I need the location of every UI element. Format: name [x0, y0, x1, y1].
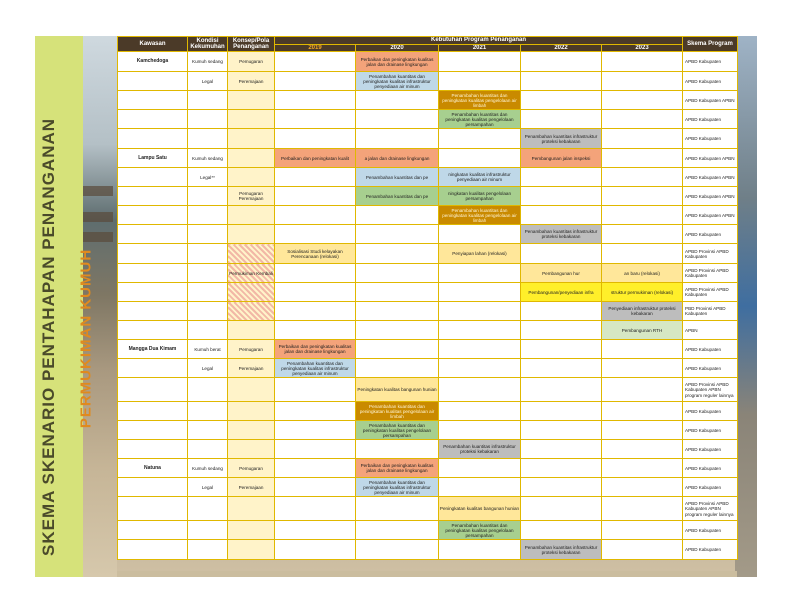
cell-kondisi: [188, 402, 228, 421]
cell-year-2023: [602, 149, 683, 168]
cell-year-2021: [439, 264, 521, 283]
cell-year-2023: Pembangunan RTH: [602, 321, 683, 340]
cell-year-2021: Penyiapan lahan (relokasi): [439, 244, 521, 264]
page-title: SKEMA SKENARIO PENTAHAPAN PENANGANAN: [39, 117, 58, 556]
cell-konsep: [228, 244, 275, 264]
cell-year-2022: [521, 497, 602, 521]
cell-kondisi: [188, 521, 228, 540]
cell-year-2020: Penambahan kuantitas dan peningkatan kualitas pengelolaan persampahan: [356, 421, 439, 440]
header-year-2019: 2019: [275, 45, 356, 52]
cell-skema: APBD Kabupaten: [683, 340, 738, 359]
cell-year-2022: Penambahan kuantitas infrastruktur proteksi kebakaran: [521, 225, 602, 244]
table-row: [118, 244, 738, 264]
slide: [35, 36, 757, 577]
cell-year-2023: [602, 340, 683, 359]
cell-year-2020: Perbaikan dan peningkatan kualitas jalan dan drainase lingkungan: [356, 459, 439, 478]
cell-year-2019: [275, 187, 356, 206]
cell-year-2020: [356, 283, 439, 302]
cell-year-2020: [356, 340, 439, 359]
cell-year-2023: an baru (relokasi): [602, 264, 683, 283]
cell-konsep: [228, 110, 275, 129]
cell-kawasan: [118, 264, 188, 283]
cell-year-2023: [602, 244, 683, 264]
cell-year-2021: [439, 129, 521, 149]
cell-skema: APBD Kabupaten: [683, 459, 738, 478]
cell-kawasan: [118, 187, 188, 206]
cell-skema: APBD Provinsi APBD Kabupaten: [683, 244, 738, 264]
cell-kawasan: [118, 72, 188, 91]
cell-year-2023: [602, 206, 683, 225]
cell-year-2020: Penambahan kuantitas dan peningkatan kualitas infrastruktur penyediaan air minum: [356, 72, 439, 91]
cell-year-2021: [439, 459, 521, 478]
header-year-2023: 2023: [602, 45, 683, 52]
cell-konsep: [228, 91, 275, 110]
table-row: [118, 149, 738, 168]
table-row: [118, 459, 738, 478]
cell-year-2023: [602, 225, 683, 244]
table-row: [118, 187, 738, 206]
cell-year-2019: [275, 378, 356, 402]
cell-year-2020: Penambahan kuantitas dan peningkatan kualitas pengelolaan air limbah: [356, 402, 439, 421]
cell-year-2022: [521, 521, 602, 540]
cell-konsep: [228, 206, 275, 225]
cell-year-2020: [356, 302, 439, 321]
cell-year-2020: [356, 540, 439, 560]
cell-year-2020: [356, 521, 439, 540]
cell-konsep: [228, 168, 275, 187]
cell-kawasan: [118, 206, 188, 225]
cell-skema: APBD Provinsi APBD Kabupaten APBN program reguler lainnya: [683, 378, 738, 402]
cell-kondisi: Kumuh berat: [188, 340, 228, 359]
cell-year-2019: [275, 91, 356, 110]
cell-year-2019: [275, 225, 356, 244]
cell-year-2022: [521, 244, 602, 264]
cell-year-2019: [275, 302, 356, 321]
cell-kondisi: Legal**: [188, 168, 228, 187]
cell-year-2019: [275, 402, 356, 421]
cell-year-2023: [602, 402, 683, 421]
cell-kondisi: Kumuh sedang: [188, 149, 228, 168]
cell-year-2020: Perbaikan dan peningkatan kualitas jalan dan drainase lingkungan: [356, 52, 439, 72]
cell-konsep: [228, 378, 275, 402]
cell-konsep: Pemugaran Peremajaan: [228, 187, 275, 206]
cell-year-2021: [439, 378, 521, 402]
cell-year-2019: [275, 440, 356, 459]
cell-kawasan: [118, 421, 188, 440]
cell-skema: APBD Kabupaten APBN: [683, 187, 738, 206]
table-row: [118, 283, 738, 302]
cell-konsep: Pemugaran: [228, 459, 275, 478]
cell-year-2023: [602, 187, 683, 206]
cell-year-2021: [439, 321, 521, 340]
cell-kondisi: [188, 378, 228, 402]
cell-year-2021: Penambahan kuantitas dan peningkatan kualitas pengelolaan air limbah: [439, 206, 521, 225]
cell-year-2022: Pembangunan jalan inspeksi: [521, 149, 602, 168]
cell-kawasan: [118, 440, 188, 459]
cell-skema: APBD Kabupaten: [683, 52, 738, 72]
table-row: [118, 321, 738, 340]
table-row: [118, 359, 738, 378]
cell-kondisi: [188, 110, 228, 129]
table-row: [118, 402, 738, 421]
cell-kondisi: [188, 440, 228, 459]
cell-year-2020: Peningkatan kualitas bangunan hunian: [356, 378, 439, 402]
cell-konsep: [228, 302, 275, 321]
background-photo-bottom: [117, 571, 737, 577]
cell-konsep: Permukiman Kembali: [228, 264, 275, 283]
cell-kawasan: [118, 497, 188, 521]
table-row: [118, 168, 738, 187]
cell-skema: APBD Kabupaten APBN: [683, 149, 738, 168]
table-row: [118, 225, 738, 244]
cell-skema: APBD Kabupaten: [683, 540, 738, 560]
cell-kawasan: [118, 478, 188, 497]
cell-year-2020: [356, 225, 439, 244]
cell-kawasan: [118, 168, 188, 187]
table-row: [118, 72, 738, 91]
cell-skema: APBD Kabupaten: [683, 402, 738, 421]
cell-year-2019: [275, 206, 356, 225]
cell-konsep: [228, 225, 275, 244]
cell-konsep: Peremajaan: [228, 359, 275, 378]
cell-skema: APBD Kabupaten: [683, 129, 738, 149]
subtitle-block: [35, 36, 95, 577]
cell-year-2020: [356, 321, 439, 340]
cell-year-2020: Penambahan kuantitas dan pe: [356, 168, 439, 187]
table-row: [118, 497, 738, 521]
cell-skema: APBD Kabupaten: [683, 478, 738, 497]
cell-year-2021: [439, 225, 521, 244]
cell-kawasan: [118, 244, 188, 264]
cell-konsep: Pemugaran: [228, 340, 275, 359]
cell-kondisi: [188, 302, 228, 321]
cell-year-2020: [356, 129, 439, 149]
cell-year-2023: [602, 421, 683, 440]
table-row: [118, 129, 738, 149]
cell-year-2020: [356, 440, 439, 459]
cell-year-2021: [439, 359, 521, 378]
cell-year-2020: Penambahan kuantitas dan peningkatan kualitas infrastruktur penyediaan air minum: [356, 478, 439, 497]
cell-kondisi: [188, 129, 228, 149]
cell-year-2022: Pembangunan/penyediaan infra: [521, 283, 602, 302]
cell-year-2019: [275, 72, 356, 91]
cell-year-2020: Penambahan kuantitas dan pe: [356, 187, 439, 206]
cell-year-2020: [356, 497, 439, 521]
cell-year-2021: [439, 478, 521, 497]
cell-year-2023: [602, 52, 683, 72]
header-year-2021: 2021: [439, 45, 521, 52]
cell-kondisi: [188, 540, 228, 560]
cell-kondisi: [188, 225, 228, 244]
cell-year-2021: [439, 421, 521, 440]
program-schedule-table: [117, 36, 738, 560]
cell-skema: APBD Kabupaten: [683, 440, 738, 459]
cell-kawasan: [118, 359, 188, 378]
cell-year-2023: [602, 168, 683, 187]
cell-year-2021: Peningkatan kualitas bangunan hunian: [439, 497, 521, 521]
cell-year-2022: [521, 321, 602, 340]
cell-skema: APBD Kabupaten APBN: [683, 206, 738, 225]
cell-year-2019: [275, 264, 356, 283]
header-skema: Skema Program: [683, 37, 738, 52]
cell-year-2019: [275, 497, 356, 521]
cell-year-2021: [439, 540, 521, 560]
cell-kondisi: [188, 206, 228, 225]
cell-year-2023: [602, 497, 683, 521]
cell-year-2021: [439, 402, 521, 421]
cell-kondisi: Kumuh sedang: [188, 459, 228, 478]
cell-year-2022: [521, 72, 602, 91]
header-konsep: Konsep/Pola Penanganan: [228, 37, 275, 52]
cell-year-2023: [602, 440, 683, 459]
cell-year-2023: [602, 378, 683, 402]
cell-kawasan: [118, 521, 188, 540]
header-kebutuhan: Kebutuhan Program Penanganan: [275, 37, 683, 45]
cell-skema: APBD Kabupaten APBN: [683, 168, 738, 187]
cell-year-2023: [602, 540, 683, 560]
cell-year-2022: [521, 459, 602, 478]
cell-kondisi: [188, 91, 228, 110]
cell-year-2022: [521, 421, 602, 440]
table-row: [118, 340, 738, 359]
cell-year-2022: [521, 206, 602, 225]
cell-kondisi: [188, 321, 228, 340]
cell-skema: APBD Kabupaten APBN: [683, 91, 738, 110]
cell-year-2020: [356, 91, 439, 110]
cell-kawasan: Lampu Satu: [118, 149, 188, 168]
table-row: [118, 302, 738, 321]
cell-year-2019: [275, 421, 356, 440]
cell-year-2019: [275, 129, 356, 149]
cell-year-2021: [439, 72, 521, 91]
table-row: [118, 52, 738, 72]
cell-year-2023: [602, 91, 683, 110]
cell-year-2022: [521, 340, 602, 359]
cell-skema: APBD Kabupaten: [683, 225, 738, 244]
cell-konsep: [228, 283, 275, 302]
header-year-2022: 2022: [521, 45, 602, 52]
cell-skema: APBD Provinsi APBD Kabupaten: [683, 283, 738, 302]
cell-year-2019: Penambahan kuantitas dan peningkatan kualitas infrastruktur penyediaan air minum: [275, 359, 356, 378]
cell-kondisi: [188, 187, 228, 206]
cell-konsep: [228, 440, 275, 459]
cell-year-2022: [521, 187, 602, 206]
cell-kondisi: Legal: [188, 478, 228, 497]
cell-year-2023: [602, 72, 683, 91]
cell-skema: APBD Kabupaten: [683, 110, 738, 129]
cell-year-2020: a jalan dan drainase lingkungan: [356, 149, 439, 168]
cell-kawasan: [118, 110, 188, 129]
cell-year-2023: [602, 359, 683, 378]
table-row: [118, 421, 738, 440]
header-kawasan: Kawasan: [118, 37, 188, 52]
cell-kawasan: [118, 402, 188, 421]
table-row: [118, 378, 738, 402]
cell-year-2022: Pembangunan hur: [521, 264, 602, 283]
cell-kawasan: [118, 91, 188, 110]
cell-year-2022: [521, 110, 602, 129]
cell-year-2021: ningkatan kualitas pengelolaan persampahan: [439, 187, 521, 206]
table-row: [118, 478, 738, 497]
cell-kondisi: Kumuh sedang: [188, 52, 228, 72]
cell-year-2023: struktur permukiman (relokasi): [602, 283, 683, 302]
cell-konsep: [228, 402, 275, 421]
cell-year-2019: [275, 110, 356, 129]
cell-kawasan: [118, 302, 188, 321]
cell-kawasan: [118, 321, 188, 340]
cell-kawasan: [118, 225, 188, 244]
cell-year-2023: [602, 110, 683, 129]
cell-year-2022: [521, 359, 602, 378]
cell-year-2021: Penambahan kuantitas dan peningkatan kualitas pengelolaan persampahan: [439, 110, 521, 129]
cell-kondisi: [188, 497, 228, 521]
table-row: [118, 110, 738, 129]
background-photo-right: [735, 36, 757, 577]
table-row: [118, 440, 738, 459]
table-row: [118, 521, 738, 540]
cell-konsep: Peremajaan: [228, 72, 275, 91]
cell-year-2021: Penambahan kuantitas dan peningkatan kualitas pengelolaan air limbah: [439, 91, 521, 110]
cell-year-2022: Penambahan kuantitas infrastruktur proteksi kebakaran: [521, 129, 602, 149]
table-row: [118, 206, 738, 225]
cell-year-2023: [602, 521, 683, 540]
cell-kondisi: Legal: [188, 72, 228, 91]
cell-konsep: Pemugaran: [228, 52, 275, 72]
cell-konsep: [228, 321, 275, 340]
cell-skema: APBD Provinsi APBD Kabupaten: [683, 264, 738, 283]
cell-konsep: [228, 129, 275, 149]
cell-year-2021: [439, 302, 521, 321]
cell-year-2022: [521, 302, 602, 321]
cell-year-2021: [439, 52, 521, 72]
cell-year-2023: [602, 478, 683, 497]
cell-year-2021: ningkatan kualitas infrastruktur penyediaan air minum: [439, 168, 521, 187]
header-year-2020: 2020: [356, 45, 439, 52]
cell-year-2022: [521, 378, 602, 402]
cell-kawasan: [118, 540, 188, 560]
cell-year-2020: [356, 244, 439, 264]
cell-skema: PBD Provinsi APBD Kabupaten: [683, 302, 738, 321]
cell-year-2019: [275, 478, 356, 497]
table-row: [118, 91, 738, 110]
cell-year-2021: [439, 340, 521, 359]
cell-year-2020: [356, 206, 439, 225]
cell-year-2020: [356, 359, 439, 378]
cell-skema: APBD Provinsi APBD Kabupaten APBN program reguler lainnya: [683, 497, 738, 521]
cell-kondisi: [188, 244, 228, 264]
cell-year-2021: Penambahan kuantitas dan peningkatan kualitas pengelolaan persampahan: [439, 521, 521, 540]
cell-skema: APBN: [683, 321, 738, 340]
cell-year-2022: [521, 168, 602, 187]
cell-year-2022: [521, 91, 602, 110]
cell-kawasan: Kamchedoga: [118, 52, 188, 72]
cell-kawasan: Natuna: [118, 459, 188, 478]
cell-year-2019: Sosialisasi Studi kelayakan Perencanaan (relokasi): [275, 244, 356, 264]
cell-year-2022: [521, 440, 602, 459]
cell-skema: APBD Kabupaten: [683, 72, 738, 91]
cell-year-2021: [439, 149, 521, 168]
cell-year-2019: [275, 459, 356, 478]
cell-year-2019: Perbaikan dan peningkatan kualit: [275, 149, 356, 168]
cell-konsep: [228, 497, 275, 521]
cell-year-2022: Penambahan kuantitas infrastruktur proteksi kebakaran: [521, 540, 602, 560]
cell-kawasan: Mangga Dua Kimam: [118, 340, 188, 359]
cell-kawasan: [118, 129, 188, 149]
cell-kawasan: [118, 378, 188, 402]
cell-year-2023: Penyediaan infrastruktur proteksi kebakaran: [602, 302, 683, 321]
header-kondisi: Kondisi Kekumuhan: [188, 37, 228, 52]
cell-year-2019: [275, 521, 356, 540]
cell-kondisi: [188, 264, 228, 283]
cell-year-2022: [521, 52, 602, 72]
cell-skema: APBD Kabupaten: [683, 359, 738, 378]
cell-year-2023: [602, 459, 683, 478]
table-row: [118, 264, 738, 283]
cell-year-2019: [275, 540, 356, 560]
cell-year-2019: [275, 52, 356, 72]
cell-year-2023: [602, 129, 683, 149]
cell-konsep: [228, 149, 275, 168]
cell-kondisi: [188, 283, 228, 302]
page-subtitle: PERMUKIMAN KUMUH: [77, 248, 95, 429]
table-row: [118, 540, 738, 560]
cell-year-2019: [275, 168, 356, 187]
cell-skema: APBD Kabupaten: [683, 521, 738, 540]
cell-skema: APBD Kabupaten: [683, 421, 738, 440]
cell-year-2021: Penambahan kuantitas infrastruktur proteksi kebakaran: [439, 440, 521, 459]
cell-year-2022: [521, 478, 602, 497]
cell-year-2019: [275, 321, 356, 340]
cell-konsep: [228, 540, 275, 560]
cell-year-2020: [356, 110, 439, 129]
cell-kawasan: [118, 283, 188, 302]
cell-kondisi: [188, 421, 228, 440]
cell-year-2022: [521, 402, 602, 421]
cell-konsep: Peremajaan: [228, 478, 275, 497]
cell-year-2021: [439, 283, 521, 302]
cell-year-2020: [356, 264, 439, 283]
cell-kondisi: Legal: [188, 359, 228, 378]
table-body: [118, 52, 738, 560]
cell-year-2019: Perbaikan dan peningkatan kualitas jalan dan drainase lingkungan: [275, 340, 356, 359]
cell-konsep: [228, 421, 275, 440]
cell-year-2019: [275, 283, 356, 302]
cell-konsep: [228, 521, 275, 540]
